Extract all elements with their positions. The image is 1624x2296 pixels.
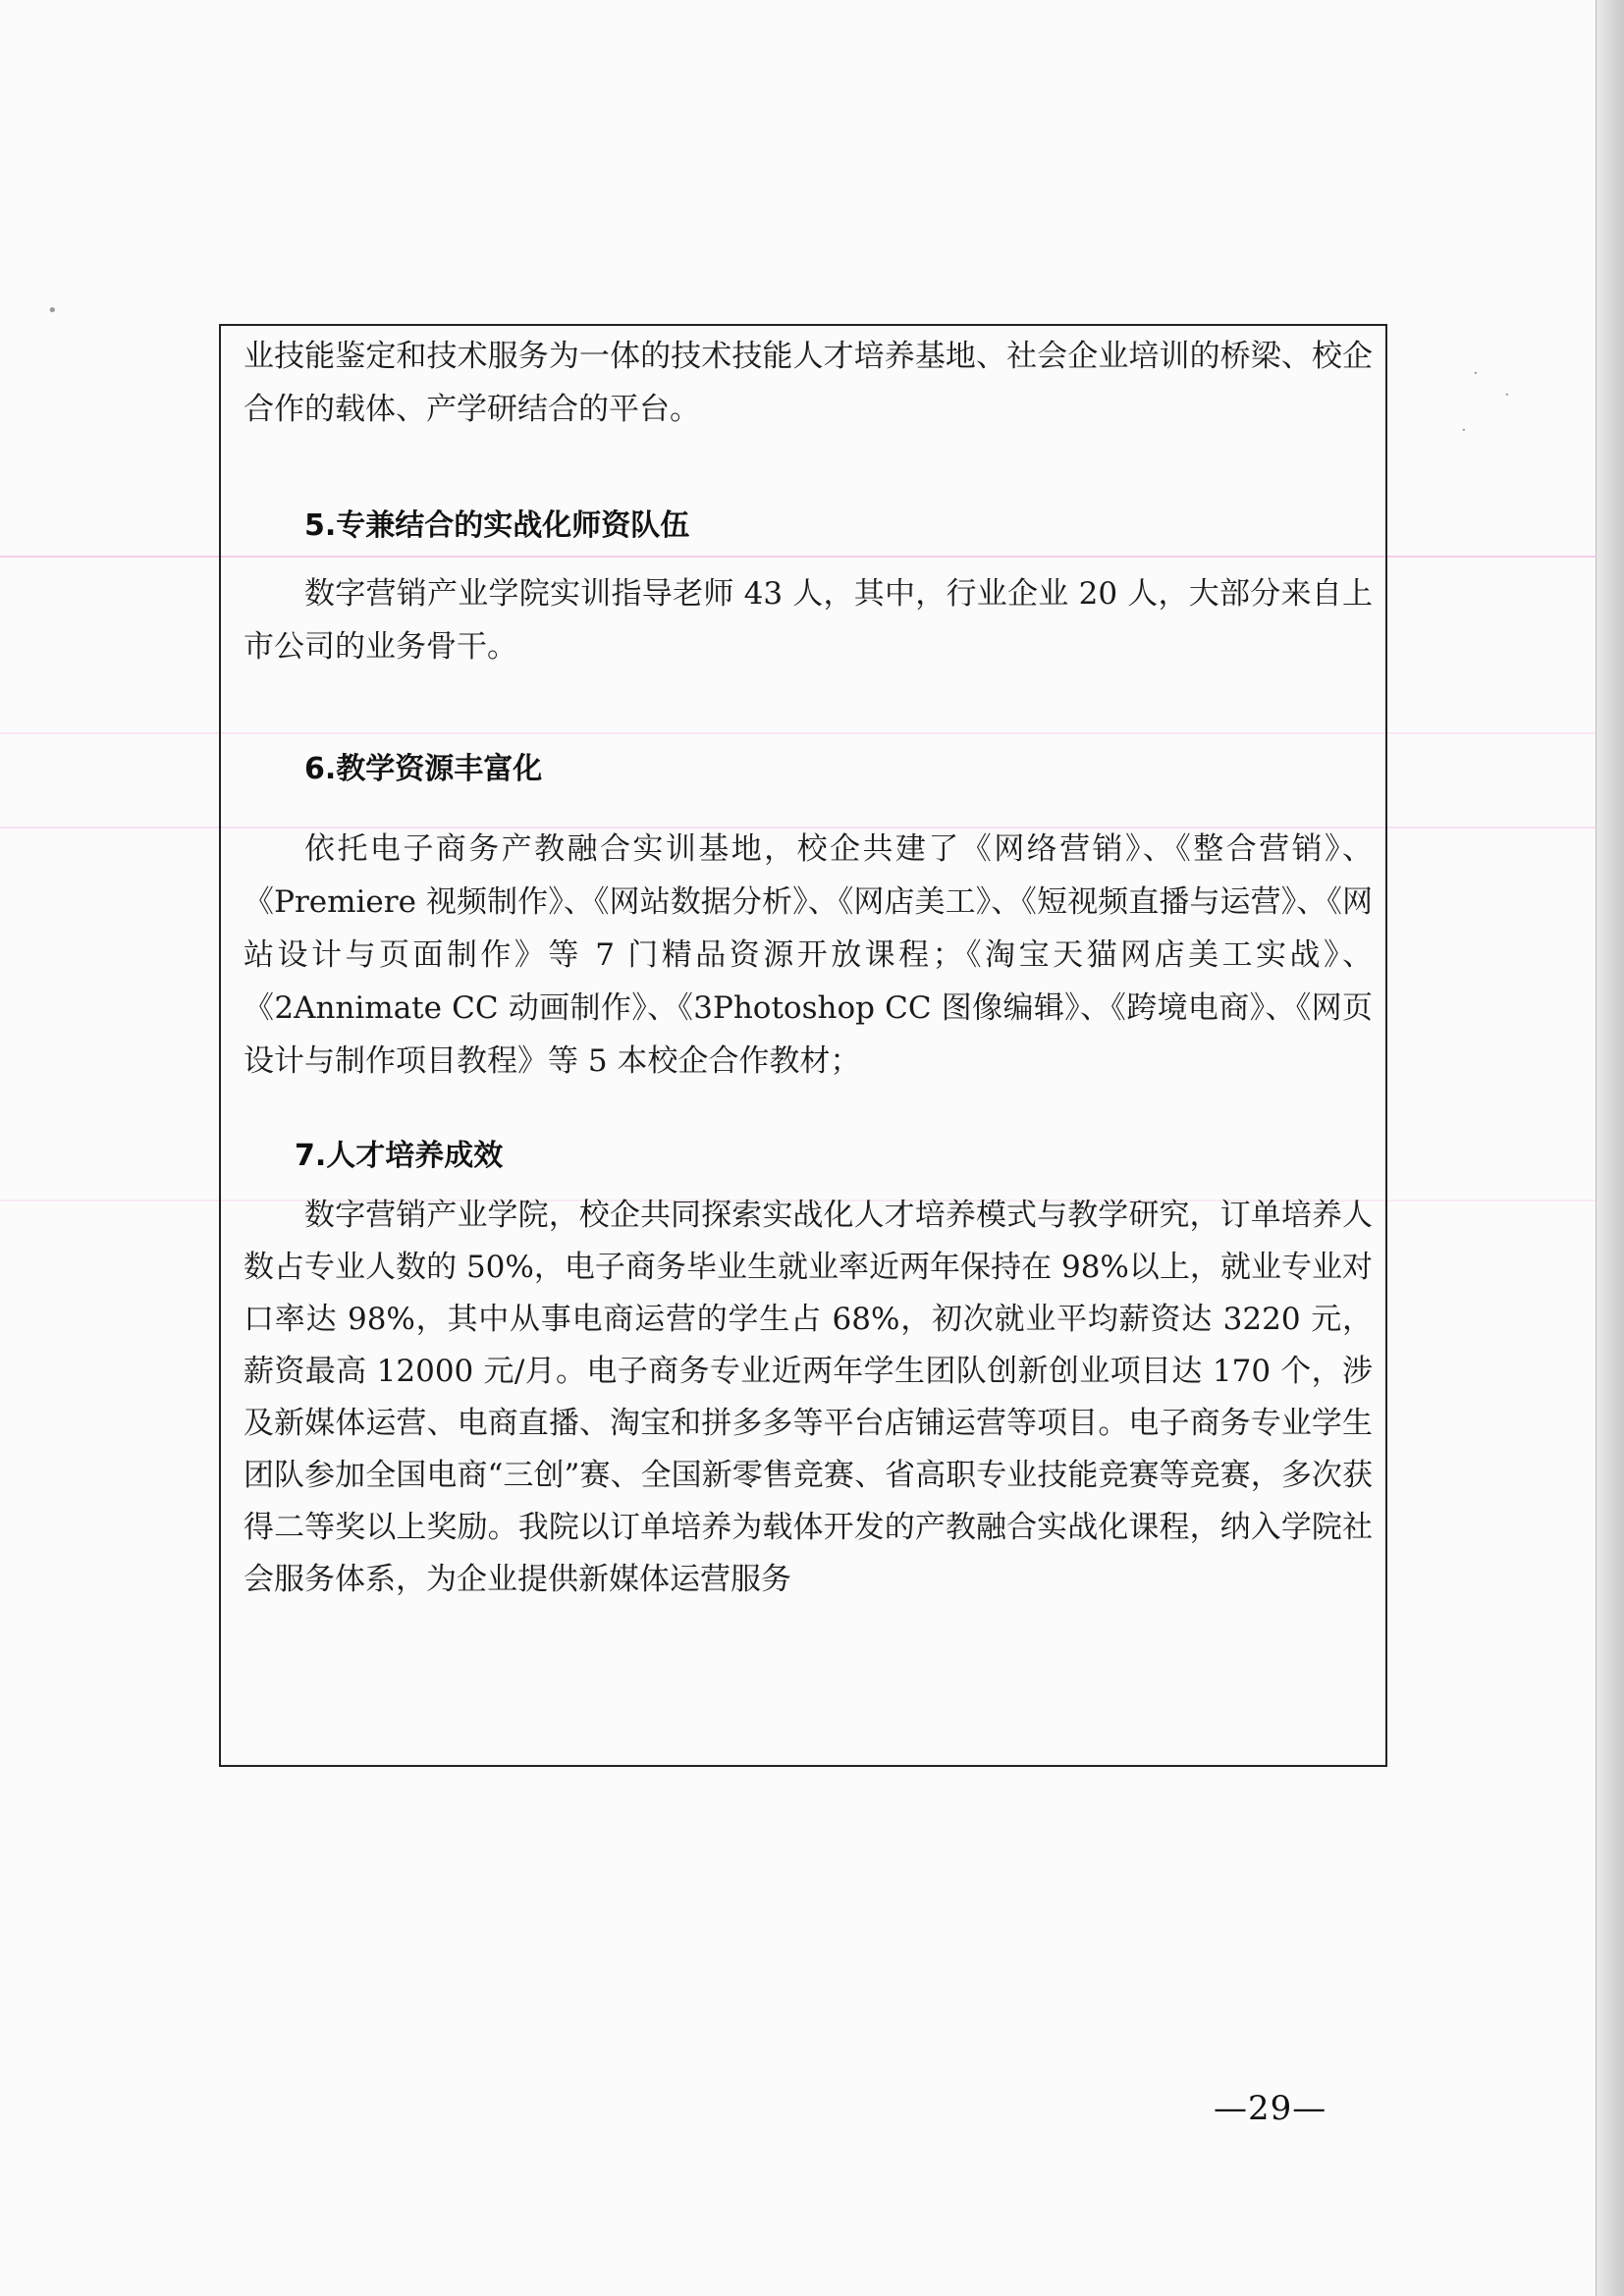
scan-speck: · [1473, 363, 1479, 384]
scan-speck: • [47, 300, 58, 321]
section-heading-5: 5.专兼结合的实战化师资队伍 [304, 508, 690, 543]
scan-speck: · [1461, 420, 1467, 441]
scanned-page-edge [1596, 0, 1624, 2296]
section-paragraph-7: 数字营销产业学院，校企共同探索实战化人才培养模式与教学研究，订单培养人数占专业人数的 50%，电子商务毕业生就业率近两年保持在 98%以上，就业专业对口率达 98%，其中从事电商运营的学生占 68%，初次就业平均薪资达 3220 元，薪资最高 12000 元/月。电子商务专业近两年学生团队创新创业项目达 170 个，涉及新媒体运营、电商直播、淘宝和拼多多等平台店铺运营等项目。电子商务专业学生团队参加全国电商“三创”赛、全国新零售竞赛、省高职专业技能竞赛等竞赛，多次获得二等奖以上奖励。我院以订单培养为载体开发的产教融合实战化课程，纳入学院社会服务体系，为企业提供新媒体运营服务 [244, 1198, 1373, 1597]
scan-speck: · [1504, 385, 1510, 405]
section-heading-7: 7.人才培养成效 [295, 1139, 504, 1173]
continued-paragraph: 业技能鉴定和技术服务为一体的技术技能人才培养基地、社会企业培训的桥梁、校企合作的载体、产学研结合的平台。 [244, 339, 1373, 427]
page-number: —29— [1214, 2089, 1327, 2128]
section-paragraph-6: 依托电子商务产教融合实训基地，校企共建了《网络营销》、《整合营销》、《Premiere 视频制作》、《网站数据分析》、《网店美工》、《短视频直播与运营》、《网站设计与页面制作》等 7 门精品资源开放课程；《淘宝天猫网店美工实战》、《2Annimate CC 动画制作》、《3Photoshop CC 图像编辑》、《跨境电商》、《网页设计与制作项目教程》等 5 本校企合作教材； [244, 831, 1373, 1079]
section-paragraph-5: 数字营销产业学院实训指导老师 43 人，其中，行业企业 20 人，大部分来自上市公司的业务骨干。 [244, 576, 1373, 665]
section-heading-6: 6.教学资源丰富化 [304, 752, 543, 786]
